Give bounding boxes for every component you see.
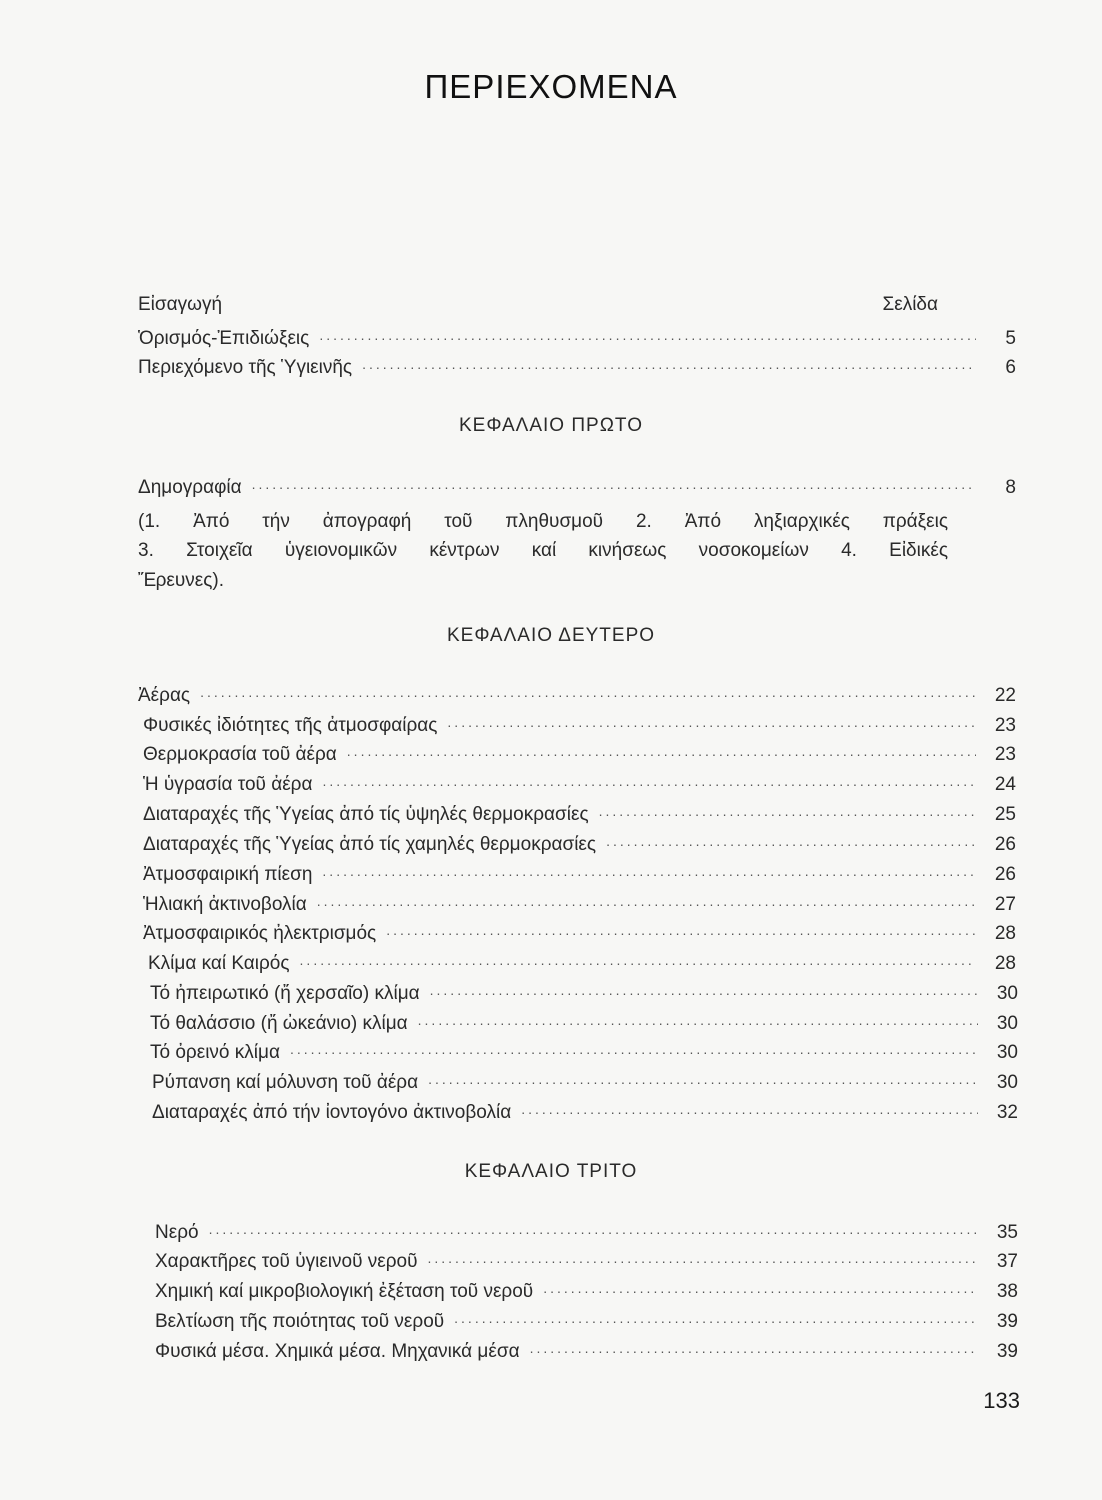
entry-page: 6 [1005,357,1016,378]
entry-label: Ρύπανση καί μόλυνση τοῦ ἀέρα [152,1072,419,1093]
entry-page: 22 [994,685,1016,706]
toc-entry [138,356,1016,380]
entry-label: Βελτίωση τῆς ποιότητας τοῦ νεροῦ [155,1311,445,1332]
dot-leader [200,680,976,704]
dot-leader [430,978,978,1002]
entry-page: 35 [996,1222,1018,1243]
entry-page: 23 [994,715,1016,736]
entry-label: Ἡ ὑγρασία τοῦ ἀέρα [143,774,313,795]
entry-label: Θερμοκρασία τοῦ ἀέρα [143,744,337,765]
toc-entry [150,982,1018,1006]
toc-entry [143,714,1016,738]
dot-leader [386,918,976,942]
toc-entry [150,1041,1018,1065]
entry-page: 25 [994,804,1016,825]
entry-label: Νερό [155,1222,199,1243]
dot-leader [319,323,976,347]
chapter-1-note-line: (1. Ἀπό τήν ἀπογραφή τοῦ πληθυσμοῦ 2. Ἀπό ληξιαρχικές πράξεις [138,511,948,532]
chapter-1-note-line: Ἔρευνες). [138,570,225,591]
entry-page: 39 [996,1341,1018,1362]
dot-leader [530,1336,978,1360]
page-title: ΠΕΡΙΕΧΟΜΕΝΑ [424,68,678,105]
toc-entry [155,1280,1018,1304]
chapter-1-title: ΚΕΦΑΛΑΙΟ ΠΡΩΤΟ [459,415,643,436]
entry-page: 38 [996,1281,1018,1302]
intro-heading: Εἰσαγωγή [138,294,223,315]
entry-label: Φυσικές ἰδιότητες τῆς ἀτμοσφαίρας [143,715,438,736]
toc-entry [143,803,1016,827]
toc-entry [143,922,1016,946]
entry-page: 28 [994,953,1016,974]
toc-entry [143,893,1016,917]
entry-page: 28 [994,923,1016,944]
dot-leader [252,472,976,496]
entry-label: Φυσικά μέσα. Χημικά μέσα. Μηχανικά μέσα [155,1341,520,1362]
dot-leader [322,859,976,883]
entry-label: Ὁρισμός-Ἐπιδιώξεις [138,328,310,349]
dot-leader [454,1306,978,1330]
toc-entry [150,1012,1018,1036]
dot-leader [290,1037,978,1061]
toc-entry [143,773,1016,797]
dot-leader [428,1067,978,1091]
page-column-header: Σελίδα [882,294,938,315]
dot-leader [543,1276,978,1300]
dot-leader [300,948,976,972]
toc-entry [143,833,1016,857]
dot-leader [347,739,976,763]
entry-page: 30 [996,983,1018,1004]
entry-page: 26 [994,834,1016,855]
entry-page: 26 [994,864,1016,885]
dot-leader [322,769,976,793]
chapter-1-note-line: 3. Στοιχεῖα ὑγειονομικῶν κέντρων καί κινήσεως νοσοκομείων 4. Εἰδικές [138,540,948,561]
entry-page: 37 [996,1251,1018,1272]
toc-entry [152,1071,1018,1095]
entry-page: 5 [1005,328,1016,349]
toc-entry [148,952,1016,976]
dot-leader [599,799,976,823]
entry-page: 30 [996,1072,1018,1093]
toc-entry [143,743,1016,767]
entry-label: Τό θαλάσσιο (ἤ ὠκεάνιο) κλίμα [150,1013,408,1034]
toc-entry [143,863,1016,887]
dot-leader [418,1008,978,1032]
toc-entry [155,1221,1018,1245]
entry-page: 24 [994,774,1016,795]
entry-label: Διαταραχές τῆς Ὑγείας ἀπό τίς χαμηλές θερμοκρασίες [143,834,597,855]
dot-leader [447,710,976,734]
entry-page: 27 [994,894,1016,915]
entry-label: Χημική καί μικροβιολογική ἐξέταση τοῦ νεροῦ [155,1281,534,1302]
entry-label: Δημογραφία [138,477,242,498]
entry-label: Διαταραχές τῆς Ὑγείας ἀπό τίς ὑψηλές θερμοκρασίες [143,804,589,825]
toc-entry [138,327,1016,351]
dot-leader [209,1217,978,1241]
toc-entry [155,1310,1018,1334]
entry-page: 39 [996,1311,1018,1332]
entry-label: Τό ὀρεινό κλίμα [150,1042,280,1063]
chapter-2-title: ΚΕΦΑΛΑΙΟ ΔΕΥΤΕΡΟ [446,625,656,646]
entry-page: 8 [1005,477,1016,498]
entry-label: Περιεχόμενο τῆς Ὑγιεινῆς [138,357,353,378]
entry-label: Διαταραχές ἀπό τήν ἰοντογόνο ἀκτινοβολία [152,1102,512,1123]
chapter-3-title: ΚΕΦΑΛΑΙΟ ΤΡΙΤΟ [464,1161,638,1182]
entry-label: Ἀτμοσφαιρική πίεση [143,864,313,885]
entry-label: Ἀτμοσφαιρικός ἠλεκτρισμός [143,923,377,944]
dot-leader [317,889,976,913]
entry-page: 32 [996,1102,1018,1123]
entry-label: Τό ἠπειρωτικό (ἤ χερσαῖο) κλίμα [150,983,420,1004]
dot-leader [427,1246,978,1270]
page-number: 133 [983,1388,1020,1413]
entry-label: Κλίμα καί Καιρός [148,953,290,974]
entry-page: 23 [994,744,1016,765]
dot-leader [521,1097,978,1121]
entry-page: 30 [996,1042,1018,1063]
entry-page: 30 [996,1013,1018,1034]
entry-label: Ἡλιακή ἀκτινοβολία [143,894,307,915]
entry-label: Ἀέρας [138,685,191,706]
toc-entry [155,1250,1018,1274]
dot-leader [606,829,976,853]
entry-label: Χαρακτῆρες τοῦ ὑγιεινοῦ νεροῦ [155,1251,418,1272]
toc-entry [155,1340,1018,1364]
toc-entry [152,1101,1018,1125]
toc-entry [138,684,1016,708]
toc-entry [138,476,1016,500]
dot-leader [362,352,976,376]
